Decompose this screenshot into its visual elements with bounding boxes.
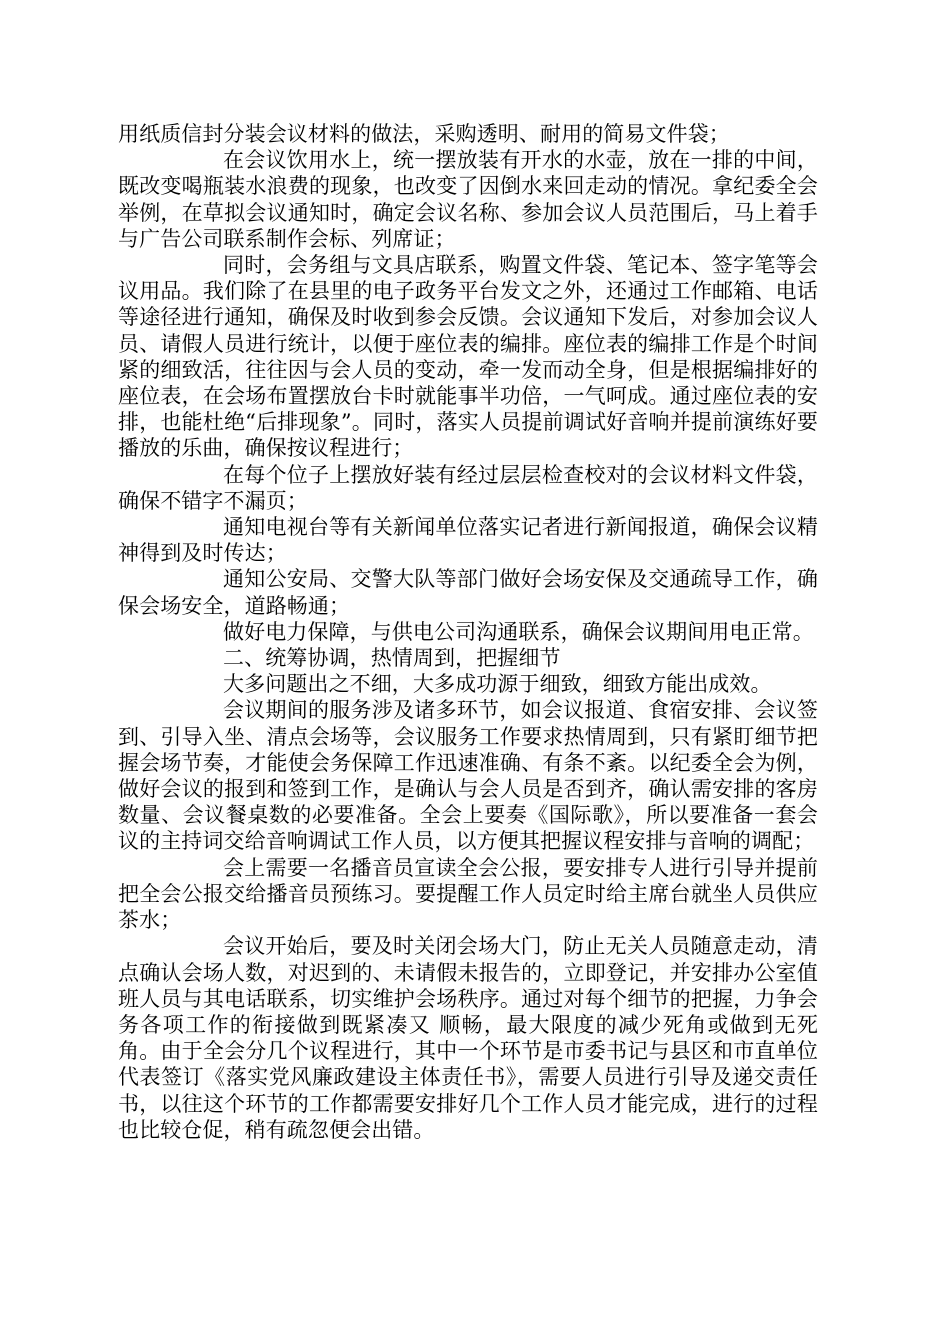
section-heading: 二、统筹协调，热情周到，把握细节 xyxy=(223,646,561,671)
paragraph-10: 会议期间的服务涉及诸多环节，如会议报道、食宿安排、会议签到、引导入坐、清点会场等，会议服务工作要求热情周到，只有紧盯细节把握会场节奏，才能使会务保障工作迅速准确、有条不紊。以纪委全会为例，做好会议的报到和签到工作，是确认与会人员是否到齐，确认需安排的客房数量、会议餐桌数的必要准备。全会上要奏《国际歌》，所以要准备一套会议的主持词交给音响调试工作人员，以方便其把握议程安排与音响的调配； xyxy=(118,698,818,854)
paragraph-3: 同时，会务组与文具店联系，购置文件袋、笔记本、签字笔等会议用品。我们除了在县里的电子政务平台发文之外，还通过工作邮箱、电话等途径进行通知，确保及时收到参会反馈。会议通知下发后，对参加会议人员、请假人员进行统计，以便于座位表的编排。座位表的编排工作是个时间紧的细致活，往往因与会人员的变动，牵一发而动全身，但是根据编排好的座位表，在会场布置摆放台卡时就能事半功倍，一气呵成。通过座位表的安排，也能杜绝“后排现象”。同时，落实人员提前调试好音响并提前演练好要播放的乐曲，确保按议程进行； xyxy=(118,253,818,461)
paragraph-9: 大多问题出之不细，大多成功源于细致，细致方能出成效。 xyxy=(223,672,772,697)
document-body xyxy=(118,121,818,1143)
paragraph-12: 会议开始后，要及时关闭会场大门，防止无关人员随意走动，清点确认会场人数，对迟到的、未请假未报告的，立即登记，并安排办公室值班人员与其电话联系，切实维护会场秩序。通过对每个细节的把握，力争会务各项工作的衔接做到既紧凑又 顺畅，最大限度的减少死角或做到无死角。由于全会分几个议程进行，其中一个环节是市委书记与县区和市直单位代表签订《落实党风廉政建设主体责任书》，需要人员进行引导及递交责任书，以往这个环节的工作都需要安排好几个工作人员才能完成，进行的过程也比较仓促，稍有疏忽便会出错。 xyxy=(118,934,818,1142)
paragraph-6: 通知公安局、交警大队等部门做好会场安保及交通疏导工作，确保会场安全，道路畅通； xyxy=(118,567,818,618)
paragraph-7: 做好电力保障，与供电公司沟通联系，确保会议期间用电正常。 xyxy=(223,619,814,644)
paragraph-1: 用纸质信封分装会议材料的做法，采购透明、耐用的简易文件袋； xyxy=(118,122,730,146)
paragraph-2: 在会议饮用水上，统一摆放装有开水的水壶，放在一排的中间，既改变喝瓶装水浪费的现象，也改变了因倒水来回走动的情况。拿纪委全会举例，在草拟会议通知时，确定会议名称、参加会议人员范围后，马上着手与广告公司联系制作会标、列席证； xyxy=(118,148,818,251)
paragraph-4: 在每个位子上摆放好装有经过层层检查校对的会议材料文件袋，确保不错字不漏页； xyxy=(118,462,818,513)
paragraph-11: 会上需要一名播音员宣读全会公报，要安排专人进行引导并提前把全会公报交给播音员预练习。要提醒工作人员定时给主席台就坐人员供应茶水； xyxy=(118,855,818,933)
paragraph-5: 通知电视台等有关新闻单位落实记者进行新闻报道，确保会议精神得到及时传达； xyxy=(118,515,818,566)
